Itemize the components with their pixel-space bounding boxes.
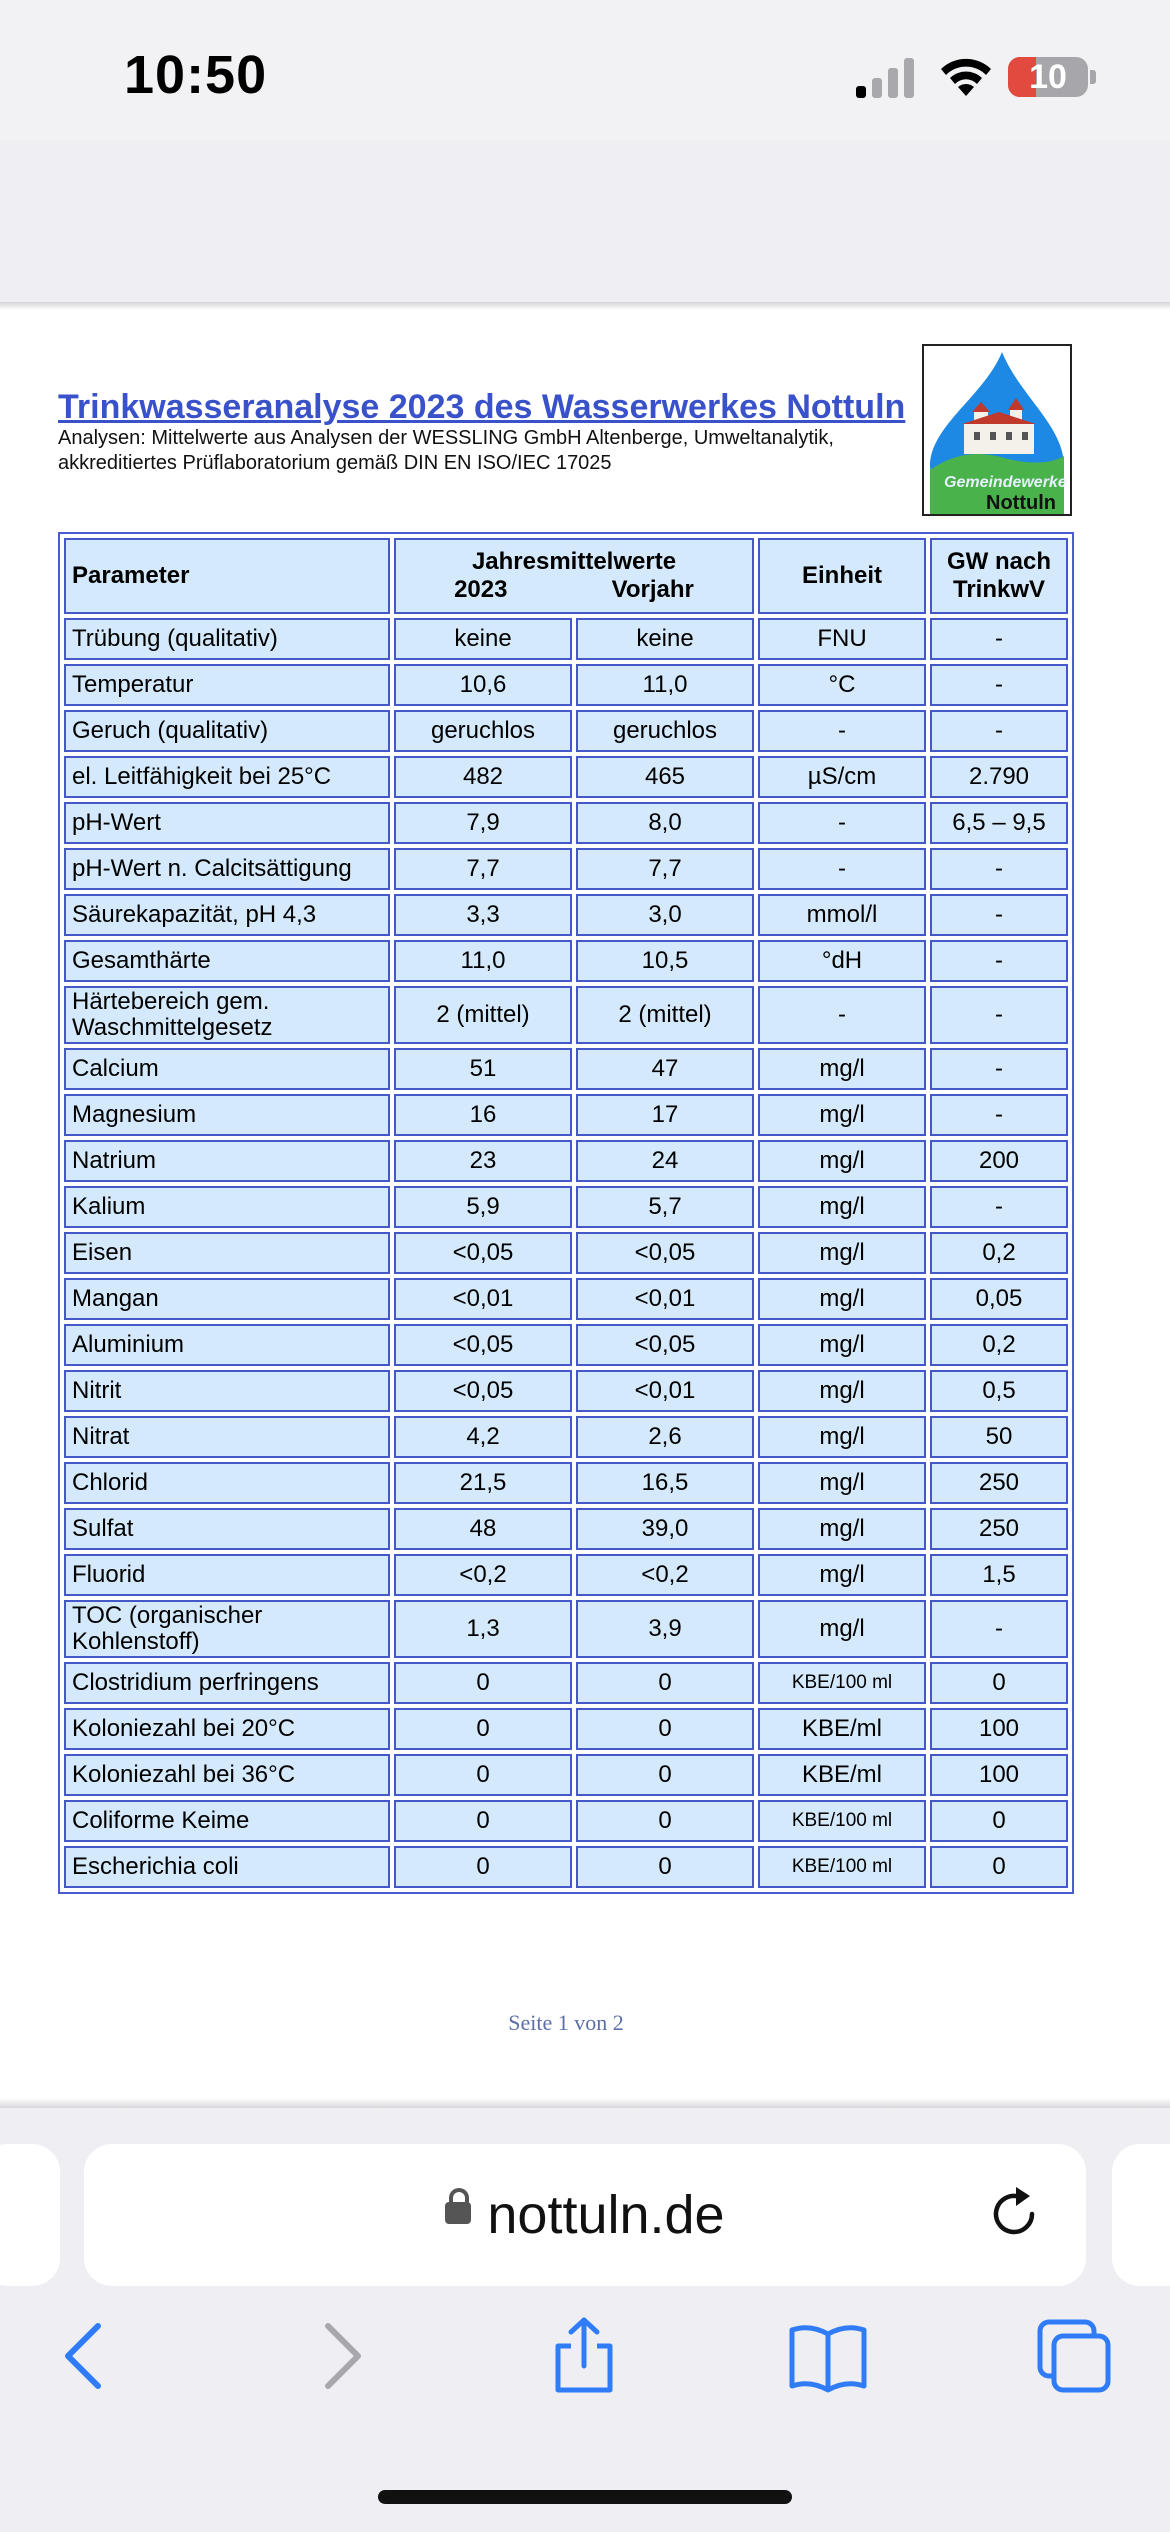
- unit-cell: KBE/ml: [758, 1754, 926, 1796]
- limit-cell: 0,2: [930, 1232, 1068, 1274]
- value-2023-cell: keine: [394, 618, 572, 660]
- limit-cell: 0: [930, 1662, 1068, 1704]
- unit-cell: -: [758, 848, 926, 890]
- limit-cell: 200: [930, 1140, 1068, 1182]
- value-2023-cell: 51: [394, 1048, 572, 1090]
- value-vorjahr-cell: 7,7: [576, 848, 754, 890]
- unit-cell: mg/l: [758, 1370, 926, 1412]
- lock-icon: [445, 2202, 471, 2224]
- value-vorjahr-cell: 465: [576, 756, 754, 798]
- limit-cell: -: [930, 894, 1068, 936]
- value-vorjahr-cell: 2,6: [576, 1416, 754, 1458]
- analysis-table: [58, 532, 1074, 1894]
- value-2023-cell: <0,05: [394, 1324, 572, 1366]
- limit-cell: -: [930, 1094, 1068, 1136]
- value-vorjahr-cell: geruchlos: [576, 710, 754, 752]
- value-2023-cell: 11,0: [394, 940, 572, 982]
- table-row: [64, 1278, 1068, 1320]
- param-cell: Kalium: [64, 1186, 390, 1228]
- document-subtitle: Analysen: Mittelwerte aus Analysen der WESSLING GmbH Altenberge, Umweltanalytik, akkreditiertes Prüflaboratorium gemäß DIN EN ISO/IEC 17025: [58, 427, 834, 474]
- param-cell: TOC (organischer Kohlenstoff): [64, 1600, 390, 1658]
- value-vorjahr-cell: 47: [576, 1048, 754, 1090]
- share-icon[interactable]: [544, 2316, 624, 2396]
- value-vorjahr-cell: 16,5: [576, 1462, 754, 1504]
- header-jahresmittelwerte: [394, 538, 754, 614]
- value-2023-cell: 5,9: [394, 1186, 572, 1228]
- value-2023-cell: 16: [394, 1094, 572, 1136]
- table-row: [64, 1846, 1068, 1888]
- table-row: [64, 1800, 1068, 1842]
- value-2023-cell: 0: [394, 1662, 572, 1704]
- param-cell: Clostridium perfringens: [64, 1662, 390, 1704]
- home-indicator: [378, 2490, 792, 2504]
- unit-cell: mmol/l: [758, 894, 926, 936]
- address-bar[interactable]: [84, 2144, 1086, 2286]
- unit-cell: FNU: [758, 618, 926, 660]
- param-cell: Coliforme Keime: [64, 1800, 390, 1842]
- param-cell: el. Leitfähigkeit bei 25°C: [64, 756, 390, 798]
- value-2023-cell: 482: [394, 756, 572, 798]
- value-vorjahr-cell: <0,05: [576, 1232, 754, 1274]
- browser-toolbar: [0, 2108, 1170, 2532]
- url-text: nottuln.de: [487, 2185, 725, 2245]
- table-row: [64, 1754, 1068, 1796]
- unit-cell: mg/l: [758, 1324, 926, 1366]
- status-time: 10:50: [124, 45, 268, 105]
- battery-level: 10: [1029, 58, 1067, 96]
- unit-cell: mg/l: [758, 1278, 926, 1320]
- value-2023-cell: <0,01: [394, 1278, 572, 1320]
- unit-cell: °dH: [758, 940, 926, 982]
- unit-cell: mg/l: [758, 1048, 926, 1090]
- unit-cell: mg/l: [758, 1554, 926, 1596]
- book-icon[interactable]: [788, 2316, 868, 2396]
- table-row: [64, 618, 1068, 660]
- unit-cell: °C: [758, 664, 926, 706]
- param-cell: Eisen: [64, 1232, 390, 1274]
- table-row: [64, 1186, 1068, 1228]
- header-gw: GW nach TrinkwV: [930, 538, 1068, 614]
- table-row: [64, 1462, 1068, 1504]
- unit-cell: mg/l: [758, 1186, 926, 1228]
- value-vorjahr-cell: <0,2: [576, 1554, 754, 1596]
- logo-text-line2: Nottuln: [986, 492, 1056, 514]
- limit-cell: -: [930, 940, 1068, 982]
- value-2023-cell: <0,05: [394, 1370, 572, 1412]
- value-2023-cell: 10,6: [394, 664, 572, 706]
- limit-cell: 1,5: [930, 1554, 1068, 1596]
- unit-cell: mg/l: [758, 1462, 926, 1504]
- unit-cell: mg/l: [758, 1416, 926, 1458]
- logo-text-line1: Gemeindewerke: [944, 474, 1067, 491]
- param-cell: Escherichia coli: [64, 1846, 390, 1888]
- param-cell: Säurekapazität, pH 4,3: [64, 894, 390, 936]
- next-tab-pill[interactable]: [1112, 2144, 1170, 2286]
- limit-cell: -: [930, 986, 1068, 1044]
- table-row: [64, 1600, 1068, 1658]
- value-2023-cell: 0: [394, 1846, 572, 1888]
- limit-cell: 250: [930, 1462, 1068, 1504]
- chevron-left-icon[interactable]: [46, 2316, 126, 2396]
- value-vorjahr-cell: 11,0: [576, 664, 754, 706]
- value-2023-cell: 3,3: [394, 894, 572, 936]
- table-row: [64, 940, 1068, 982]
- table-row: [64, 1554, 1068, 1596]
- tabs-icon[interactable]: [1034, 2316, 1114, 2396]
- chevron-right-icon[interactable]: [300, 2316, 380, 2396]
- value-vorjahr-cell: 3,0: [576, 894, 754, 936]
- value-2023-cell: 48: [394, 1508, 572, 1550]
- unit-cell: mg/l: [758, 1094, 926, 1136]
- unit-cell: KBE/100 ml: [758, 1662, 926, 1704]
- limit-cell: 0: [930, 1800, 1068, 1842]
- value-vorjahr-cell: 0: [576, 1846, 754, 1888]
- unit-cell: KBE/100 ml: [758, 1846, 926, 1888]
- unit-cell: mg/l: [758, 1508, 926, 1550]
- param-cell: Magnesium: [64, 1094, 390, 1136]
- header-parameter: Parameter: [64, 538, 390, 614]
- value-vorjahr-cell: 0: [576, 1662, 754, 1704]
- value-vorjahr-cell: <0,05: [576, 1324, 754, 1366]
- value-vorjahr-cell: <0,01: [576, 1278, 754, 1320]
- value-2023-cell: geruchlos: [394, 710, 572, 752]
- value-vorjahr-cell: 2 (mittel): [576, 986, 754, 1044]
- header-2023: 2023: [454, 576, 508, 603]
- page-number: Seite 1 von 2: [508, 2010, 624, 2035]
- document-title[interactable]: Trinkwasseranalyse 2023 des Wasserwerkes Nottuln: [58, 388, 906, 426]
- value-vorjahr-cell: keine: [576, 618, 754, 660]
- header-einheit: Einheit: [758, 538, 926, 614]
- param-cell: pH-Wert n. Calcitsättigung: [64, 848, 390, 890]
- unit-cell: KBE/ml: [758, 1708, 926, 1750]
- limit-cell: 0,2: [930, 1324, 1068, 1366]
- value-vorjahr-cell: 17: [576, 1094, 754, 1136]
- status-bar: [0, 0, 1170, 140]
- battery-icon: [1008, 57, 1088, 97]
- table-row: [64, 848, 1068, 890]
- value-2023-cell: <0,2: [394, 1554, 572, 1596]
- param-cell: Calcium: [64, 1048, 390, 1090]
- limit-cell: 100: [930, 1754, 1068, 1796]
- unit-cell: mg/l: [758, 1140, 926, 1182]
- value-vorjahr-cell: 0: [576, 1754, 754, 1796]
- signal-icon: [856, 58, 920, 98]
- table-row: [64, 710, 1068, 752]
- param-cell: Fluorid: [64, 1554, 390, 1596]
- limit-cell: 0,05: [930, 1278, 1068, 1320]
- limit-cell: -: [930, 1600, 1068, 1658]
- limit-cell: 6,5 – 9,5: [930, 802, 1068, 844]
- table-row: [64, 986, 1068, 1044]
- param-cell: Koloniezahl bei 36°C: [64, 1754, 390, 1796]
- limit-cell: -: [930, 664, 1068, 706]
- unit-cell: KBE/100 ml: [758, 1800, 926, 1842]
- table-row: [64, 1232, 1068, 1274]
- limit-cell: -: [930, 1186, 1068, 1228]
- unit-cell: -: [758, 802, 926, 844]
- header-jahres-label: Jahresmittelwerte: [471, 548, 677, 575]
- previous-tab-pill[interactable]: [0, 2144, 60, 2286]
- table-row: [64, 1048, 1068, 1090]
- table-row: [64, 1708, 1068, 1750]
- table-row: [64, 1370, 1068, 1412]
- table-row: [64, 1508, 1068, 1550]
- limit-cell: -: [930, 1048, 1068, 1090]
- value-vorjahr-cell: 5,7: [576, 1186, 754, 1228]
- param-cell: Temperatur: [64, 664, 390, 706]
- table-row: [64, 802, 1068, 844]
- wifi-icon: [938, 54, 994, 98]
- value-2023-cell: <0,05: [394, 1232, 572, 1274]
- param-cell: Trübung (qualitativ): [64, 618, 390, 660]
- value-vorjahr-cell: 24: [576, 1140, 754, 1182]
- unit-cell: µS/cm: [758, 756, 926, 798]
- table-row: [64, 1416, 1068, 1458]
- param-cell: Koloniezahl bei 20°C: [64, 1708, 390, 1750]
- table-row: [64, 1662, 1068, 1704]
- value-vorjahr-cell: 0: [576, 1800, 754, 1842]
- value-2023-cell: 23: [394, 1140, 572, 1182]
- value-2023-cell: 2 (mittel): [394, 986, 572, 1044]
- param-cell: Mangan: [64, 1278, 390, 1320]
- unit-cell: -: [758, 710, 926, 752]
- value-2023-cell: 1,3: [394, 1600, 572, 1658]
- table-row: [64, 1094, 1068, 1136]
- value-2023-cell: 4,2: [394, 1416, 572, 1458]
- gemeindewerke-logo: [922, 344, 1072, 516]
- value-vorjahr-cell: 8,0: [576, 802, 754, 844]
- value-vorjahr-cell: 3,9: [576, 1600, 754, 1658]
- limit-cell: 250: [930, 1508, 1068, 1550]
- unit-cell: -: [758, 986, 926, 1044]
- value-2023-cell: 7,7: [394, 848, 572, 890]
- value-2023-cell: 0: [394, 1708, 572, 1750]
- limit-cell: 100: [930, 1708, 1068, 1750]
- param-cell: Chlorid: [64, 1462, 390, 1504]
- limit-cell: 0: [930, 1846, 1068, 1888]
- param-cell: Natrium: [64, 1140, 390, 1182]
- unit-cell: mg/l: [758, 1232, 926, 1274]
- value-2023-cell: 0: [394, 1754, 572, 1796]
- value-2023-cell: 21,5: [394, 1462, 572, 1504]
- param-cell: Nitrit: [64, 1370, 390, 1412]
- value-vorjahr-cell: 10,5: [576, 940, 754, 982]
- value-2023-cell: 7,9: [394, 802, 572, 844]
- limit-cell: -: [930, 618, 1068, 660]
- limit-cell: -: [930, 710, 1068, 752]
- limit-cell: 0,5: [930, 1370, 1068, 1412]
- param-cell: Nitrat: [64, 1416, 390, 1458]
- value-vorjahr-cell: 0: [576, 1708, 754, 1750]
- table-row: [64, 756, 1068, 798]
- param-cell: Härtebereich gem. Waschmittelgesetz: [64, 986, 390, 1044]
- limit-cell: 2.790: [930, 756, 1068, 798]
- limit-cell: 50: [930, 1416, 1068, 1458]
- reload-icon[interactable]: [984, 2184, 1044, 2244]
- table-row: [64, 664, 1068, 706]
- unit-cell: mg/l: [758, 1600, 926, 1658]
- param-cell: Gesamthärte: [64, 940, 390, 982]
- param-cell: Sulfat: [64, 1508, 390, 1550]
- param-cell: Geruch (qualitativ): [64, 710, 390, 752]
- table-header-row: [64, 538, 1068, 614]
- table-row: [64, 894, 1068, 936]
- table-row: [64, 1140, 1068, 1182]
- param-cell: Aluminium: [64, 1324, 390, 1366]
- limit-cell: -: [930, 848, 1068, 890]
- value-vorjahr-cell: 39,0: [576, 1508, 754, 1550]
- table-row: [64, 1324, 1068, 1366]
- header-vorjahr: Vorjahr: [611, 576, 694, 603]
- value-vorjahr-cell: <0,01: [576, 1370, 754, 1412]
- value-2023-cell: 0: [394, 1800, 572, 1842]
- param-cell: pH-Wert: [64, 802, 390, 844]
